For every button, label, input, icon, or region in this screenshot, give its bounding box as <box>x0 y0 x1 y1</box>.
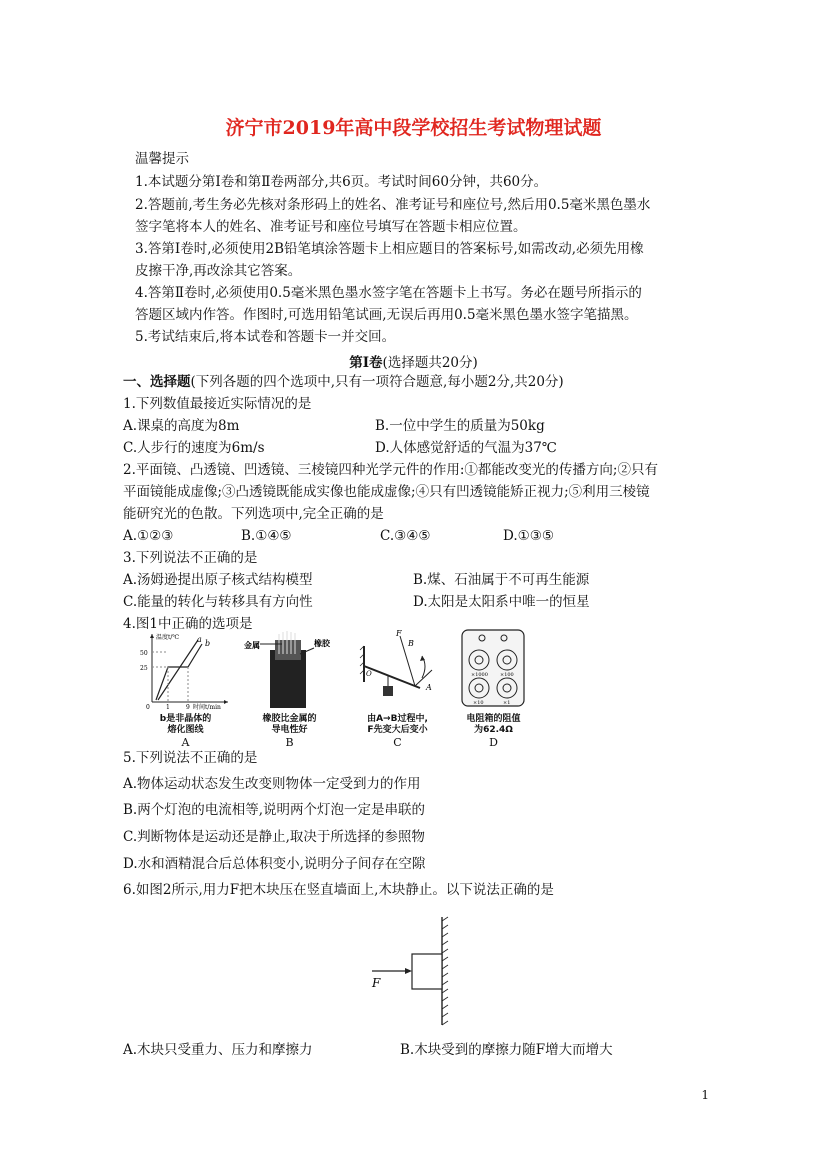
figure-c <box>350 626 445 749</box>
q5-option-b: B.两个灯泡的电流相等,说明两个灯泡一定是串联的 <box>123 802 426 818</box>
q1-option-d: D.人体感觉舒适的气温为37℃ <box>375 440 557 456</box>
part-note: (下列各题的四个选项中,只有一项符合题意,每小题2分,共20分) <box>190 374 564 390</box>
q3-option-c: C.能量的转化与转移具有方向性 <box>123 594 313 610</box>
figure-caption: 橡胶比金属的 导电性好 <box>262 714 317 735</box>
q3-stem: 3.下列说法不正确的是 <box>123 550 258 566</box>
q5-stem: 5.下列说法不正确的是 <box>123 750 258 766</box>
q5-option-a: A.物体运动状态发生改变则物体一定受到力的作用 <box>123 776 421 792</box>
wall-block-illustration <box>360 915 460 1027</box>
resistance-box-illustration <box>446 626 541 710</box>
curve-label-b: b <box>205 639 211 648</box>
notice-line: 1.本试题分第Ⅰ卷和第Ⅱ卷两部分,共6页。考试时间60分钟，共60分。 <box>135 174 548 190</box>
point-a-label: A <box>426 683 432 692</box>
point-b-label: B <box>408 639 414 648</box>
q3-option-a: A.汤姆逊提出原子核式结构模型 <box>123 572 313 588</box>
q4-stem: 4.图1中正确的选项是 <box>123 616 253 632</box>
notice-line: 3.答第Ⅰ卷时,必须使用2B铅笔填涂答题卡上相应题目的答案标号,如需改动,必须先用橡 <box>135 241 644 257</box>
dial-mark: ×10 <box>473 700 484 706</box>
dial-mark: ×1 <box>503 700 511 706</box>
force-label: F <box>372 976 381 990</box>
notice-line: 4.答第Ⅱ卷时,必须使用0.5毫米黑色墨水签字笔在答题卡上书写。务必在题号所指示的 <box>135 285 642 301</box>
figure-label-a: A <box>181 736 190 749</box>
figure-b <box>242 630 337 749</box>
cable-illustration <box>242 630 337 710</box>
graph-tick: 0 <box>146 704 150 710</box>
q2-option-a: A.①②③ <box>123 528 174 544</box>
q2-stem-line: 平面镜能成虚像;③凸透镜既能成实像也能成虚像;④只有凹透镜能矫正视力;⑤利用三棱镜 <box>123 484 650 500</box>
page-number: 1 <box>701 1088 709 1102</box>
dial-mark: ×1000 <box>471 672 488 678</box>
graph-tick: 9 <box>186 704 190 710</box>
part-label: 一、选择题 <box>123 374 191 390</box>
notice-line: 2.答题前,考生务必先核对条形码上的姓名、准考证号和座位号,然后用0.5毫米黑色墨水 <box>135 197 651 213</box>
metal-tag: 金属 <box>244 640 260 650</box>
graph-tick: 50 <box>140 650 148 657</box>
figure-caption: b是非晶体的 熔化图线 <box>159 714 212 735</box>
section-title-note: (选择题共20分) <box>382 355 478 371</box>
figure-2 <box>360 915 460 1027</box>
figure-label-b: B <box>285 736 294 749</box>
lever-illustration <box>350 626 445 710</box>
q6-option-b: B.木块受到的摩擦力随F增大而增大 <box>400 1042 613 1058</box>
q1-option-a: A.课桌的高度为8m <box>123 418 240 434</box>
q3-option-b: B.煤、石油属于不可再生能源 <box>413 572 590 588</box>
q3-option-d: D.太阳是太阳系中唯一的恒星 <box>413 594 590 610</box>
figure-caption: 由A→B过程中, F先变大后变小 <box>367 714 428 735</box>
figure-d <box>446 626 541 749</box>
q5-option-c: C.判断物体是运动还是静止,取决于所选择的参照物 <box>123 829 425 845</box>
notice-line: 皮擦干净,再改涂其它答案。 <box>135 263 302 279</box>
q1-stem: 1.下列数值最接近实际情况的是 <box>123 396 312 412</box>
figure-a <box>138 630 233 749</box>
section-heading <box>0 351 827 371</box>
graph-tick: 25 <box>140 665 148 672</box>
q6-stem: 6.如图2所示,用力F把木块压在竖直墙面上,木块静止。以下说法正确的是 <box>123 882 554 898</box>
dial-mark: ×100 <box>500 672 514 678</box>
figure-label-d: D <box>489 736 498 749</box>
q6-option-a: A.木块只受重力、压力和摩擦力 <box>123 1042 313 1058</box>
figure-label-c: C <box>393 736 402 749</box>
page-title: 济宁市2019年高中段学校招生考试物理试题 <box>225 117 602 139</box>
graph-xlabel: 时间t/min <box>193 704 221 710</box>
notice-line: 签字笔将本人的姓名、准考证号和座位号填写在答题卡相应位置。 <box>135 219 527 235</box>
q2-option-d: D.①③⑤ <box>503 528 554 544</box>
melting-graph <box>138 630 233 710</box>
q1-option-b: B.一位中学生的质量为50kg <box>375 418 545 434</box>
q5-option-d: D.水和酒精混合后总体积变小,说明分子间存在空隙 <box>123 856 426 872</box>
q1-option-c: C.人步行的速度为6m/s <box>123 440 265 456</box>
q2-stem-line: 能研究光的色散。下列选项中,完全正确的是 <box>123 506 384 522</box>
rubber-tag: 橡胶 <box>314 638 330 648</box>
figure-caption: 电阻箱的阻值 为62.4Ω <box>466 714 521 735</box>
graph-ylabel: 温度t/℃ <box>156 634 180 641</box>
section-title: 第Ⅰ卷 <box>349 355 383 371</box>
q2-option-b: B.①④⑤ <box>241 528 292 544</box>
notice-line: 答题区域内作答。作图时,可选用铅笔试画,无误后再用0.5毫米黑色墨水签字笔描黑。 <box>135 307 638 323</box>
curve-label-a: a <box>197 635 202 644</box>
notice-heading: 温馨提示 <box>135 151 189 167</box>
force-f-label: F <box>396 629 402 638</box>
notice-line: 5.考试结束后,将本试卷和答题卡一并交回。 <box>135 329 396 345</box>
graph-tick: 1 <box>166 704 170 710</box>
part-heading <box>123 373 564 391</box>
q2-option-c: C.③④⑤ <box>380 528 431 544</box>
q2-stem-line: 2.平面镜、凸透镜、凹透镜、三棱镜四种光学元件的作用:①都能改变光的传播方向;②只有 <box>123 462 658 478</box>
pivot-o-label: O <box>366 670 372 678</box>
